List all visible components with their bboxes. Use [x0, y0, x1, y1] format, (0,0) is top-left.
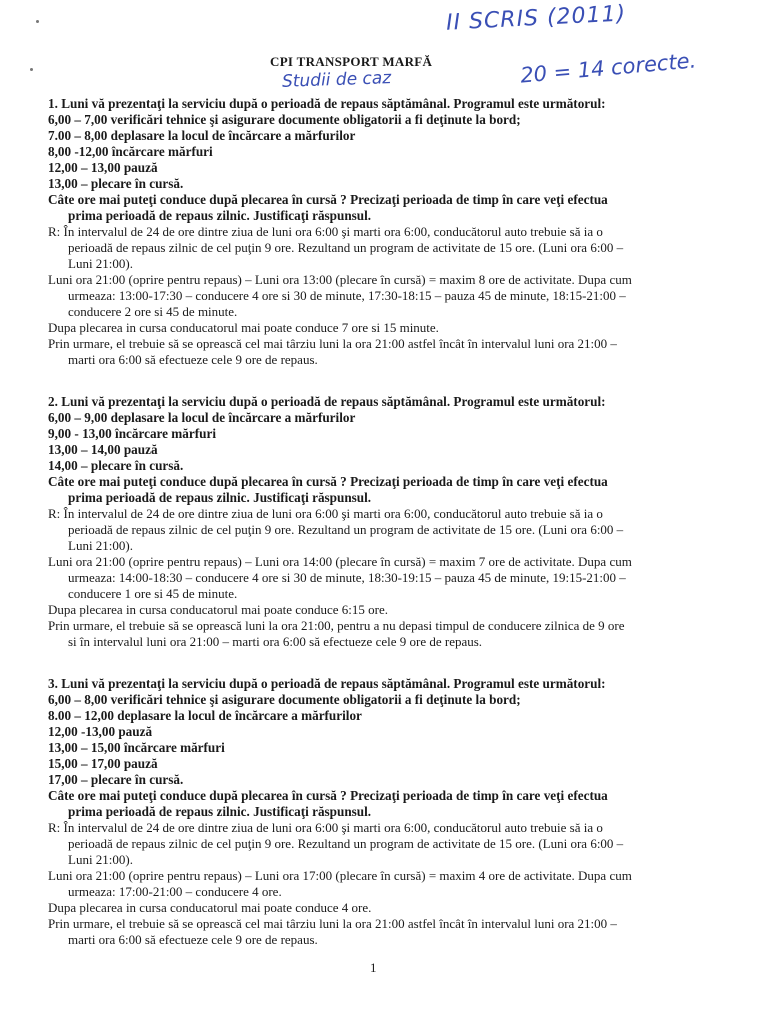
answer-line: perioadă de repaus zilnic de cel puţin 9 ore. Rezultand un program de activitate de 15 ore. (Luni ora 6:00 –	[68, 836, 624, 851]
question-text: prima perioadă de repaus zilnic. Justificaţi răspunsul.	[68, 804, 372, 819]
answer-line: conducere 2 ore si 45 de minute.	[68, 304, 238, 319]
answer-line: Prin urmare, el trebuie să se oprească luni la ora 21:00, pentru a nu depasi timpul de conducere zilnica de 9 ore	[48, 618, 625, 633]
answer-line: urmeaza: 14:00-18:30 – conducere 4 ore si 30 de minute, 18:30-19:15 – pauza 45 de minute, 19:15-21:00 –	[68, 570, 626, 585]
answer-line: marti ora 6:00 să efectueze cele 9 ore de repaus.	[68, 352, 318, 367]
schedule-line: 6,00 – 7,00 verificări tehnice şi asigurare documente obligatorii a fi deţinute la bord;	[48, 112, 521, 127]
answer-line: marti ora 6:00 să efectueze cele 9 ore de repaus.	[68, 932, 318, 947]
schedule-line: 7.00 – 8,00 deplasare la locul de încărcare a mărfurilor	[48, 128, 356, 143]
schedule-line: 13,00 – 15,00 încărcare mărfuri	[48, 740, 225, 755]
question-text: Câte ore mai puteţi conduce după plecarea în cursă ? Precizaţi perioada de timp în care veţi efectua	[48, 788, 608, 803]
schedule-line: 15,00 – 17,00 pauză	[48, 756, 158, 771]
schedule-line: 9,00 - 13,00 încărcare mărfuri	[48, 426, 216, 441]
answer-line: R: În intervalul de 24 de ore dintre ziua de luni ora 6:00 şi marti ora 6:00, conducătorul auto trebuie să ia o	[48, 820, 603, 835]
answer-line: Prin urmare, el trebuie să se oprească cel mai târziu luni la ora 21:00 astfel încât în intervalul luni ora 21:00 –	[48, 336, 617, 351]
question-header: 2. Luni vă prezentaţi la serviciu după o perioadă de repaus săptămânal. Programul este următorul:	[48, 394, 606, 409]
answer-line: Luni 21:00).	[68, 538, 133, 553]
answer-line: Dupa plecarea in cursa conducatorul mai poate conduce 4 ore.	[48, 900, 372, 915]
answer-line: si în intervalul luni ora 21:00 – marti ora 6:00 să efectueze cele 9 ore de repaus.	[68, 634, 483, 649]
answer-line: perioadă de repaus zilnic de cel puţin 9 ore. Rezultand un program de activitate de 15 ore. (Luni ora 6:00 –	[68, 522, 624, 537]
question-header: 1. Luni vă prezentaţi la serviciu după o perioadă de repaus săptămânal. Programul este următorul:	[48, 96, 606, 111]
answer-line: conducere 1 ore si 45 de minute.	[68, 586, 238, 601]
handwritten-note-top: II SCRIS (2011)	[445, 1, 627, 36]
schedule-line: 6,00 – 8,00 verificări tehnice şi asigurare documente obligatorii a fi deţinute la bord;	[48, 692, 521, 707]
question-text: Câte ore mai puteţi conduce după plecarea în cursă ? Precizaţi perioada de timp în care veţi efectua	[48, 192, 608, 207]
schedule-line: 12,00 -13,00 pauză	[48, 724, 153, 739]
answer-line: Luni 21:00).	[68, 852, 133, 867]
schedule-line: 17,00 – plecare în cursă.	[48, 772, 184, 787]
question-header: 3. Luni vă prezentaţi la serviciu după o perioadă de repaus săptămânal. Programul este următorul:	[48, 676, 606, 691]
question-block	[48, 676, 712, 948]
answer-line: Luni ora 21:00 (oprire pentru repaus) – Luni ora 17:00 (plecare în cursă) = maxim 4 ore de activitate. Dupa cum	[48, 868, 632, 883]
schedule-line: 14,00 – plecare în cursă.	[48, 458, 184, 473]
answer-line: Luni 21:00).	[68, 256, 133, 271]
answer-line: urmeaza: 13:00-17:30 – conducere 4 ore si 30 de minute, 17:30-18:15 – pauza 45 de minute, 18:15-21:00 –	[68, 288, 626, 303]
schedule-line: 6,00 – 9,00 deplasare la locul de încărcare a mărfurilor	[48, 410, 356, 425]
handwritten-subtitle: Studii de caz	[281, 68, 392, 92]
handwritten-score: 20 = 14 corecte.	[519, 48, 698, 88]
schedule-line: 13,00 – plecare în cursă.	[48, 176, 184, 191]
question-text: prima perioadă de repaus zilnic. Justificaţi răspunsul.	[68, 208, 372, 223]
schedule-line: 8,00 -12,00 încărcare mărfuri	[48, 144, 213, 159]
question-block	[48, 96, 712, 368]
question-text: Câte ore mai puteţi conduce după plecarea în cursă ? Precizaţi perioada de timp în care veţi efectua	[48, 474, 608, 489]
answer-line: urmeaza: 17:00-21:00 – conducere 4 ore.	[68, 884, 282, 899]
question-text: prima perioadă de repaus zilnic. Justificaţi răspunsul.	[68, 490, 372, 505]
schedule-line: 12,00 – 13,00 pauză	[48, 160, 158, 175]
answer-line: Luni ora 21:00 (oprire pentru repaus) – Luni ora 14:00 (plecare în cursă) = maxim 7 ore de activitate. Dupa cum	[48, 554, 632, 569]
answer-line: R: În intervalul de 24 de ore dintre ziua de luni ora 6:00 şi marti ora 6:00, conducătorul auto trebuie să ia o	[48, 224, 603, 239]
scan-speck	[36, 20, 39, 23]
page-title: CPI TRANSPORT MARFĂ	[270, 54, 433, 69]
schedule-line: 13,00 – 14,00 pauză	[48, 442, 158, 457]
answer-line: Luni ora 21:00 (oprire pentru repaus) – Luni ora 13:00 (plecare în cursă) = maxim 8 ore de activitate. Dupa cum	[48, 272, 632, 287]
scan-speck	[30, 68, 33, 71]
answer-line: R: În intervalul de 24 de ore dintre ziua de luni ora 6:00 şi marti ora 6:00, conducătorul auto trebuie să ia o	[48, 506, 603, 521]
answer-line: Dupa plecarea in cursa conducatorul mai poate conduce 7 ore si 15 minute.	[48, 320, 439, 335]
schedule-line: 8.00 – 12,00 deplasare la locul de încărcare a mărfurilor	[48, 708, 362, 723]
answer-line: perioadă de repaus zilnic de cel puţin 9 ore. Rezultand un program de activitate de 15 ore. (Luni ora 6:00 –	[68, 240, 624, 255]
question-block	[48, 394, 712, 650]
answer-line: Prin urmare, el trebuie să se oprească cel mai târziu luni la ora 21:00 astfel încât în intervalul luni ora 21:00 –	[48, 916, 617, 931]
page-number: 1	[370, 960, 377, 975]
document-body	[48, 96, 712, 948]
answer-line: Dupa plecarea in cursa conducatorul mai poate conduce 6:15 ore.	[48, 602, 389, 617]
